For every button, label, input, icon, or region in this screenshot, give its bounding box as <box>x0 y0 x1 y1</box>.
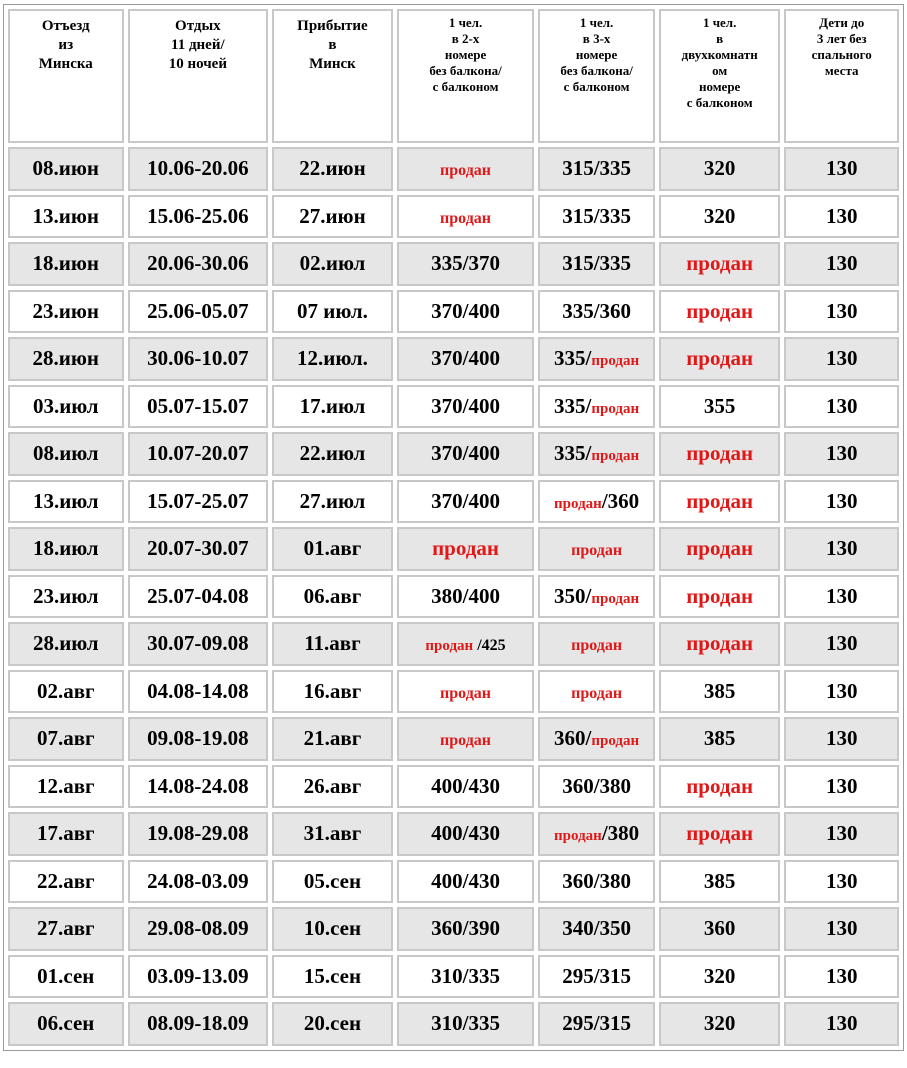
cell-two-room-suite <box>659 242 781 286</box>
header-two-room-suite: 1 чел. в двухкомнатн ом номере с балконом <box>659 9 781 143</box>
sold-out-label: продан <box>440 684 492 702</box>
sold-out-label: продан <box>686 251 754 276</box>
cell-children: 130 <box>784 385 899 429</box>
sold-out-label: продан <box>571 684 623 702</box>
cell-double-room: 400/430 <box>397 812 535 856</box>
cell-triple-room <box>538 527 655 571</box>
cell-children: 130 <box>784 907 899 951</box>
cell-children: 130 <box>784 812 899 856</box>
table-row <box>8 575 899 619</box>
cell-two-room-suite <box>659 290 781 334</box>
cell-double-room: 360/390 <box>397 907 535 951</box>
cell-children: 130 <box>784 147 899 191</box>
sold-out-label: продан <box>440 209 492 227</box>
sold-out-label: продан <box>591 400 640 417</box>
cell-departure: 27.авг <box>8 907 124 951</box>
cell-stay: 10.07-20.07 <box>128 432 269 476</box>
table-row <box>8 812 899 856</box>
tour-price-table <box>3 4 904 1051</box>
cell-two-room-suite <box>659 575 781 619</box>
cell-triple-room <box>538 622 655 666</box>
cell-children: 130 <box>784 432 899 476</box>
cell-two-room-suite: 320 <box>659 147 781 191</box>
cell-triple-room: 335/продан <box>538 337 655 381</box>
cell-two-room-suite: 320 <box>659 1002 781 1046</box>
cell-stay: 24.08-03.09 <box>128 860 269 904</box>
header-arrival: Прибытие в Минск <box>272 9 393 143</box>
cell-departure: 12.авг <box>8 765 124 809</box>
cell-double-room: 370/400 <box>397 432 535 476</box>
cell-departure: 13.июл <box>8 480 124 524</box>
cell-departure: 23.июн <box>8 290 124 334</box>
cell-stay: 30.07-09.08 <box>128 622 269 666</box>
cell-triple-room: 335/продан <box>538 385 655 429</box>
cell-arrival: 06.авг <box>272 575 393 619</box>
cell-triple-room: 295/315 <box>538 955 655 999</box>
cell-arrival: 22.июн <box>272 147 393 191</box>
sold-out-label: продан <box>571 542 623 560</box>
cell-stay: 15.06-25.06 <box>128 195 269 239</box>
cell-departure: 22.авг <box>8 860 124 904</box>
cell-departure: 02.авг <box>8 670 124 714</box>
cell-double-room: 400/430 <box>397 860 535 904</box>
cell-double-room: 370/400 <box>397 480 535 524</box>
cell-stay: 19.08-29.08 <box>128 812 269 856</box>
cell-triple-room: 360/380 <box>538 765 655 809</box>
cell-departure: 28.июн <box>8 337 124 381</box>
cell-triple-room <box>538 670 655 714</box>
cell-triple-room: 315/335 <box>538 195 655 239</box>
cell-departure: 06.сен <box>8 1002 124 1046</box>
cell-double-room: 400/430 <box>397 765 535 809</box>
cell-double-room: 380/400 <box>397 575 535 619</box>
sold-out-label: продан <box>686 821 754 846</box>
cell-double-room: 370/400 <box>397 290 535 334</box>
table-row <box>8 1002 899 1046</box>
cell-stay: 20.06-30.06 <box>128 242 269 286</box>
cell-two-room-suite <box>659 765 781 809</box>
cell-arrival: 16.авг <box>272 670 393 714</box>
cell-stay: 29.08-08.09 <box>128 907 269 951</box>
cell-two-room-suite <box>659 480 781 524</box>
cell-arrival: 20.сен <box>272 1002 393 1046</box>
cell-children: 130 <box>784 765 899 809</box>
cell-stay: 30.06-10.07 <box>128 337 269 381</box>
cell-arrival: 26.авг <box>272 765 393 809</box>
table-row <box>8 195 899 239</box>
cell-two-room-suite <box>659 812 781 856</box>
cell-stay: 15.07-25.07 <box>128 480 269 524</box>
header-departure: Отъезд из Минска <box>8 9 124 143</box>
cell-two-room-suite <box>659 527 781 571</box>
table-row <box>8 670 899 714</box>
cell-stay: 09.08-19.08 <box>128 717 269 761</box>
cell-departure: 17.авг <box>8 812 124 856</box>
cell-two-room-suite: 355 <box>659 385 781 429</box>
table-row <box>8 432 899 476</box>
cell-children: 130 <box>784 1002 899 1046</box>
cell-arrival: 22.июл <box>272 432 393 476</box>
cell-children: 130 <box>784 860 899 904</box>
sold-out-label: продан <box>425 638 474 655</box>
cell-double-room: 310/335 <box>397 955 535 999</box>
cell-arrival: 12.июл. <box>272 337 393 381</box>
cell-children: 130 <box>784 670 899 714</box>
sold-out-label: продан <box>686 773 754 798</box>
table-row <box>8 717 899 761</box>
cell-two-room-suite: 320 <box>659 955 781 999</box>
cell-stay: 14.08-24.08 <box>128 765 269 809</box>
sold-out-label: продан <box>686 536 754 561</box>
cell-triple-room: 335/продан <box>538 432 655 476</box>
cell-double-room: продан /425 <box>397 622 535 666</box>
cell-arrival: 27.июл <box>272 480 393 524</box>
table-row <box>8 337 899 381</box>
cell-departure: 13.июн <box>8 195 124 239</box>
sold-out-label: продан <box>440 732 492 750</box>
cell-triple-room: 335/360 <box>538 290 655 334</box>
cell-two-room-suite <box>659 622 781 666</box>
table-body <box>8 147 899 1046</box>
cell-departure: 01.сен <box>8 955 124 999</box>
sold-out-label: продан <box>554 828 602 845</box>
cell-stay: 10.06-20.06 <box>128 147 269 191</box>
cell-departure: 18.июл <box>8 527 124 571</box>
sold-out-label: продан <box>432 536 499 561</box>
sold-out-label: продан <box>571 637 623 655</box>
cell-children: 130 <box>784 527 899 571</box>
cell-departure: 08.июл <box>8 432 124 476</box>
cell-double-room <box>397 670 535 714</box>
cell-triple-room: 350/продан <box>538 575 655 619</box>
cell-departure: 03.июл <box>8 385 124 429</box>
cell-departure: 23.июл <box>8 575 124 619</box>
cell-triple-room: продан/360 <box>538 480 655 524</box>
cell-triple-room: 315/335 <box>538 147 655 191</box>
header-triple-room: 1 чел. в 3-х номере без балкона/ с балконом <box>538 9 655 143</box>
sold-out-label: продан <box>686 631 754 656</box>
cell-double-room <box>397 195 535 239</box>
cell-stay: 03.09-13.09 <box>128 955 269 999</box>
cell-double-room: 370/400 <box>397 385 535 429</box>
cell-two-room-suite <box>659 337 781 381</box>
cell-departure: 08.июн <box>8 147 124 191</box>
cell-stay: 04.08-14.08 <box>128 670 269 714</box>
cell-double-room <box>397 717 535 761</box>
cell-arrival: 10.сен <box>272 907 393 951</box>
cell-children: 130 <box>784 337 899 381</box>
table-row <box>8 860 899 904</box>
table-row <box>8 527 899 571</box>
sold-out-label: продан <box>591 733 640 750</box>
cell-children: 130 <box>784 717 899 761</box>
cell-arrival: 05.сен <box>272 860 393 904</box>
cell-triple-room: 360/380 <box>538 860 655 904</box>
sold-out-label: продан <box>686 441 754 466</box>
sold-out-label: продан <box>554 495 602 512</box>
cell-two-room-suite: 385 <box>659 860 781 904</box>
sold-out-label: продан <box>591 590 640 607</box>
cell-departure: 07.авг <box>8 717 124 761</box>
cell-two-room-suite: 320 <box>659 195 781 239</box>
cell-triple-room: 340/350 <box>538 907 655 951</box>
sold-out-label: продан <box>686 488 754 513</box>
cell-stay: 08.09-18.09 <box>128 1002 269 1046</box>
table-row <box>8 955 899 999</box>
cell-arrival: 11.авг <box>272 622 393 666</box>
sold-out-label: продан <box>686 583 754 608</box>
cell-triple-room: 295/315 <box>538 1002 655 1046</box>
cell-arrival: 31.авг <box>272 812 393 856</box>
cell-arrival: 02.июл <box>272 242 393 286</box>
cell-children: 130 <box>784 195 899 239</box>
cell-children: 130 <box>784 575 899 619</box>
table-row <box>8 242 899 286</box>
cell-double-room: 370/400 <box>397 337 535 381</box>
sold-out-label: продан <box>591 448 640 465</box>
cell-stay: 20.07-30.07 <box>128 527 269 571</box>
table-row <box>8 907 899 951</box>
header-row <box>8 9 899 143</box>
header-children: Дети до 3 лет без спального места <box>784 9 899 143</box>
cell-arrival: 07 июл. <box>272 290 393 334</box>
cell-two-room-suite: 385 <box>659 717 781 761</box>
cell-departure: 28.июл <box>8 622 124 666</box>
cell-stay: 25.07-04.08 <box>128 575 269 619</box>
cell-children: 130 <box>784 480 899 524</box>
table-row <box>8 622 899 666</box>
cell-children: 130 <box>784 622 899 666</box>
cell-triple-room: 315/335 <box>538 242 655 286</box>
table-row <box>8 765 899 809</box>
cell-arrival: 01.авг <box>272 527 393 571</box>
cell-children: 130 <box>784 242 899 286</box>
cell-children: 130 <box>784 955 899 999</box>
cell-stay: 25.06-05.07 <box>128 290 269 334</box>
cell-two-room-suite <box>659 432 781 476</box>
cell-two-room-suite: 385 <box>659 670 781 714</box>
cell-triple-room: продан/380 <box>538 812 655 856</box>
header-double-room: 1 чел. в 2-х номере без балкона/ с балконом <box>397 9 535 143</box>
cell-two-room-suite: 360 <box>659 907 781 951</box>
cell-stay: 05.07-15.07 <box>128 385 269 429</box>
cell-arrival: 27.июн <box>272 195 393 239</box>
table-row <box>8 480 899 524</box>
cell-double-room: 310/335 <box>397 1002 535 1046</box>
sold-out-label: продан <box>686 346 754 371</box>
table-row <box>8 147 899 191</box>
cell-double-room <box>397 147 535 191</box>
table-row <box>8 385 899 429</box>
sold-out-label: продан <box>440 162 492 180</box>
cell-double-room: 335/370 <box>397 242 535 286</box>
cell-arrival: 21.авг <box>272 717 393 761</box>
sold-out-label: продан <box>686 298 754 323</box>
cell-double-room <box>397 527 535 571</box>
table-row <box>8 290 899 334</box>
cell-arrival: 17.июл <box>272 385 393 429</box>
cell-arrival: 15.сен <box>272 955 393 999</box>
header-stay: Отдых 11 дней/ 10 ночей <box>128 9 269 143</box>
cell-children: 130 <box>784 290 899 334</box>
cell-triple-room: 360/продан <box>538 717 655 761</box>
cell-departure: 18.июн <box>8 242 124 286</box>
sold-out-label: продан <box>591 353 640 370</box>
